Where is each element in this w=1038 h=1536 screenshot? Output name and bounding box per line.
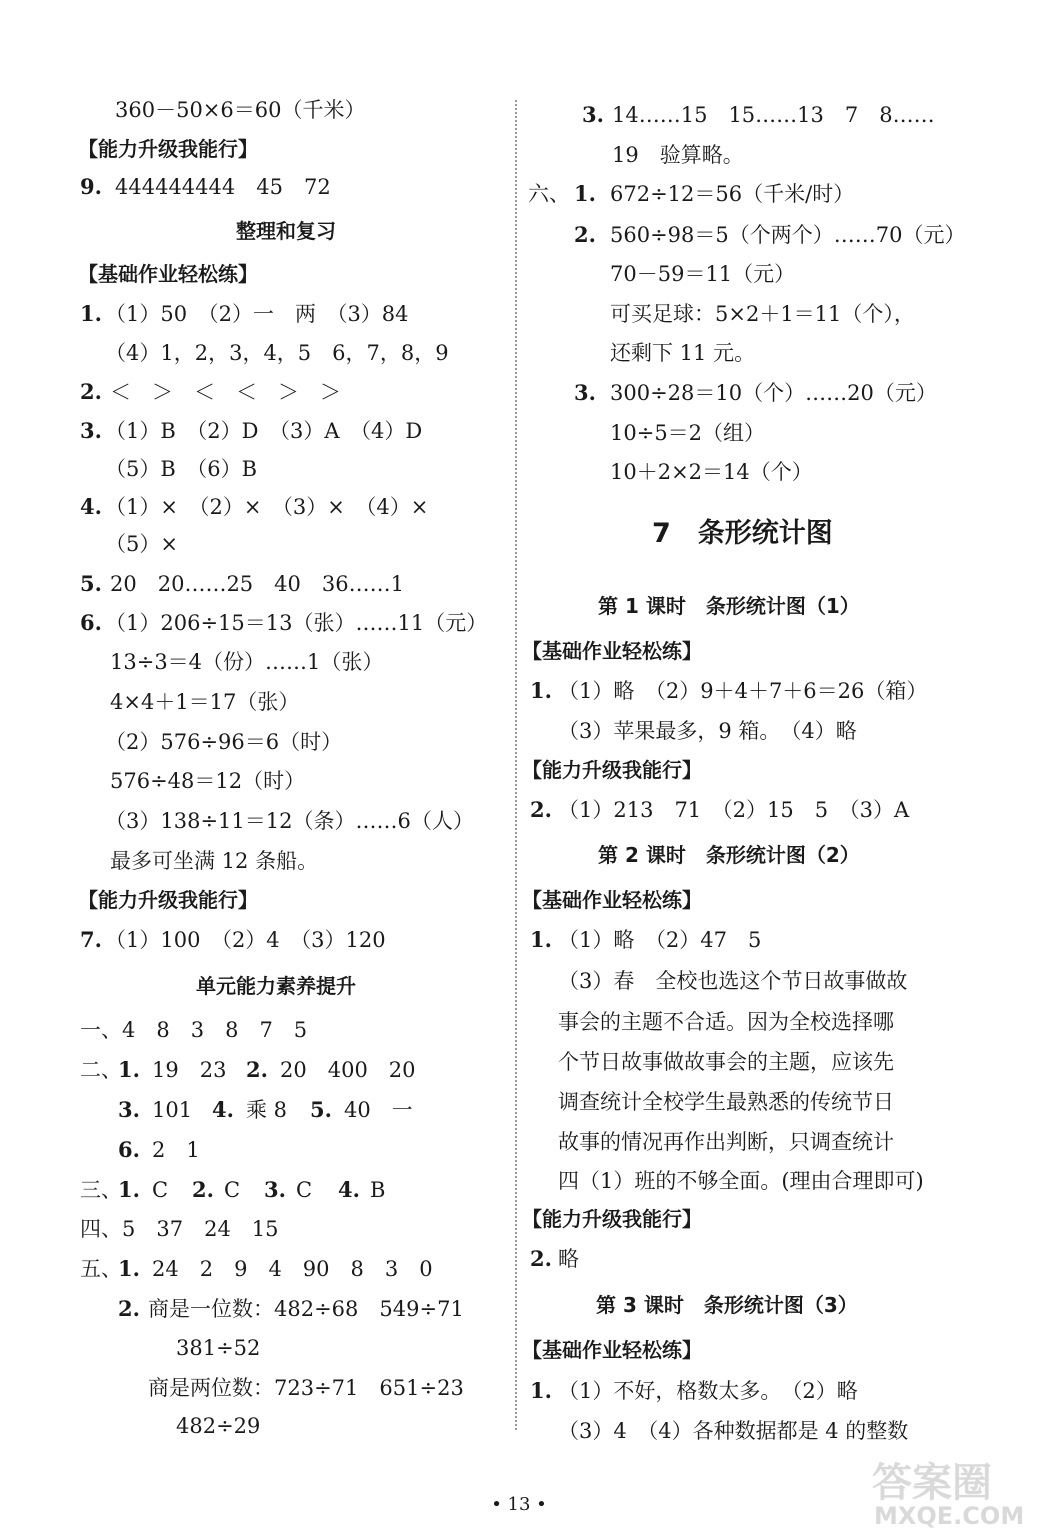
- text-line: （1）B （2）D （3）A （4）D: [105, 419, 423, 443]
- chapter-title: 7 条形统计图: [652, 518, 833, 549]
- section-heading: 【能力升级我能行】: [522, 758, 702, 782]
- text-line: （3）4 （4）各种数据都是 4 的整数: [558, 1419, 909, 1443]
- watermark-logo: [862, 1452, 1030, 1530]
- text-line: （1）206÷15＝13（张）……11（元）: [105, 611, 488, 635]
- text-line: 还剩下 11 元。: [610, 341, 756, 365]
- lesson-title: 第 3 课时 条形统计图（3）: [596, 1293, 858, 1317]
- text-line: （1）100 （2）4 （3）120: [105, 928, 386, 952]
- item-number: 3.: [80, 418, 102, 443]
- item-number: 2.: [80, 379, 102, 404]
- text-line: 24 2 9 4 90 8 3 0: [152, 1257, 433, 1281]
- text-line: 672÷12＝56（千米/时）: [610, 182, 855, 206]
- section-heading: 【能力升级我能行】: [522, 1207, 702, 1231]
- item-number: 1.: [118, 1057, 140, 1082]
- text-line: 可买足球：5×2＋1＝11（个），: [610, 302, 915, 326]
- text-line: 13÷3＝4（份）……1（张）: [110, 650, 384, 674]
- item-number: 1.: [530, 1378, 552, 1403]
- text-line: （5）×: [105, 532, 178, 556]
- text-line: 4×4＋1＝17（张）: [110, 690, 300, 714]
- text-line: 最多可坐满 12 条船。: [110, 849, 319, 873]
- text-line: 444444444 45 72: [115, 175, 331, 199]
- text-line: 个节日故事做故事会的主题，应该先: [558, 1050, 894, 1074]
- item-number: 6.: [80, 610, 102, 635]
- text-line: （3）138÷11＝12（条）……6（人）: [105, 809, 474, 833]
- text-line: （1）略 （2）47 5: [558, 928, 762, 952]
- item-number: 4.: [80, 494, 102, 519]
- section-heading: 【基础作业轻松练】: [522, 639, 702, 663]
- item-number: 1.: [80, 301, 102, 326]
- section-heading: 【基础作业轻松练】: [522, 888, 702, 912]
- text-line: 482÷29: [176, 1414, 261, 1438]
- text-line: 20 20……25 40 36……1: [110, 572, 404, 596]
- text-line: 略: [558, 1247, 579, 1271]
- item-number: 1.: [118, 1177, 140, 1202]
- item-number: 2.: [530, 797, 552, 822]
- item-number: 1.: [530, 927, 552, 952]
- text-line: 故事的情况再作出判断，只调查统计: [558, 1130, 894, 1154]
- text-line: 10＋2×2＝14（个）: [610, 460, 813, 484]
- item-number: 3.: [582, 102, 604, 127]
- item-number: 6.: [118, 1137, 140, 1162]
- item-number: 2.: [192, 1177, 214, 1202]
- item-number: 1.: [530, 678, 552, 703]
- item-number: 9.: [80, 174, 102, 199]
- text-line: B: [370, 1178, 386, 1202]
- watermark-line2: MXQE.COM: [874, 1502, 1025, 1530]
- text-line: 六、: [528, 182, 570, 206]
- text-line: （1）× （2）× （3）× （4）×: [105, 495, 429, 519]
- text-line: （1）不好，格数太多。 （2）略: [558, 1379, 858, 1403]
- text-line: 70－59＝11（元）: [610, 262, 796, 286]
- item-number: 2.: [246, 1057, 268, 1082]
- text-line: 40 一: [344, 1098, 413, 1122]
- text-line: C: [224, 1178, 262, 1202]
- column-divider: [515, 100, 517, 1430]
- text-line: 381÷52: [176, 1336, 261, 1360]
- text-line: 三、: [80, 1178, 122, 1202]
- item-number: 7.: [80, 927, 102, 952]
- watermark-line1: 答案圈: [872, 1460, 992, 1506]
- text-line: 360－50×6＝60（千米）: [115, 98, 366, 122]
- text-line: 调查统计全校学生最熟悉的传统节日: [558, 1090, 894, 1114]
- section-heading: 【基础作业轻松练】: [78, 262, 258, 286]
- item-number: 5.: [80, 571, 102, 596]
- item-number: 2.: [118, 1296, 140, 1321]
- item-number: 2.: [530, 1246, 552, 1271]
- text-line: （2）576÷96＝6（时）: [105, 730, 343, 754]
- subsection-title: 单元能力素养提升: [196, 974, 356, 998]
- text-line: 10÷5＝2（组）: [610, 421, 766, 445]
- text-line: 四（1）班的不够全面。(理由合理即可): [558, 1169, 924, 1193]
- text-line: 乘 8: [246, 1098, 309, 1122]
- text-line: 14……15 15……13 7 8……: [612, 103, 935, 127]
- item-number: 3.: [574, 380, 596, 405]
- text-line: 576÷48＝12（时）: [110, 769, 306, 793]
- section-heading: 【能力升级我能行】: [78, 888, 258, 912]
- item-number: 1.: [574, 181, 596, 206]
- item-number: 1.: [118, 1256, 140, 1281]
- section-heading: 【基础作业轻松练】: [522, 1338, 702, 1362]
- text-line: 商是一位数：482÷68 549÷71: [148, 1297, 464, 1321]
- subsection-title: 整理和复习: [236, 219, 336, 243]
- text-line: （3）苹果最多，9 箱。 （4）略: [558, 719, 857, 743]
- text-line: 300÷28＝10（个）……20（元）: [610, 381, 937, 405]
- section-heading: 【能力升级我能行】: [78, 137, 258, 161]
- item-number: 4.: [212, 1097, 234, 1122]
- text-line: 四、5 37 24 15: [80, 1217, 279, 1241]
- text-line: ＜ ＞ ＜ ＜ ＞ ＞: [110, 380, 341, 404]
- item-number: 4.: [338, 1177, 360, 1202]
- text-line: （5）B （6）B: [105, 457, 258, 481]
- text-line: 560÷98＝5（个两个）……70（元）: [610, 223, 966, 247]
- item-number: 2.: [574, 222, 596, 247]
- text-line: （1）50 （2）一 两 （3）84: [105, 302, 409, 326]
- text-line: （3）春 全校也选这个节日故事做故: [558, 969, 908, 993]
- text-line: C: [296, 1178, 334, 1202]
- text-line: 五、: [80, 1257, 122, 1281]
- text-line: 一、4 8 3 8 7 5: [80, 1018, 308, 1042]
- text-line: 20 400 20: [280, 1058, 416, 1082]
- text-line: （4）1，2，3，4，5 6，7，8，9: [105, 341, 449, 365]
- text-line: 事会的主题不合适。因为全校选择哪: [558, 1010, 894, 1034]
- text-line: C: [152, 1178, 190, 1202]
- text-line: 商是两位数：723÷71 651÷23: [148, 1376, 464, 1400]
- text-line: （1）略 （2）9＋4＋7＋6＝26（箱）: [558, 679, 928, 703]
- item-number: 5.: [310, 1097, 332, 1122]
- text-line: 19 23: [152, 1058, 248, 1082]
- text-line: （1）213 71 （2）15 5 （3）A: [558, 798, 910, 822]
- text-line: 2 1: [152, 1138, 200, 1162]
- page-number: • 13 •: [491, 1494, 547, 1515]
- text-line: 19 验算略。: [612, 143, 744, 167]
- item-number: 3.: [264, 1177, 286, 1202]
- lesson-title: 第 2 课时 条形统计图（2）: [598, 843, 860, 867]
- text-line: 二、: [80, 1058, 122, 1082]
- item-number: 3.: [118, 1097, 140, 1122]
- lesson-title: 第 1 课时 条形统计图（1）: [598, 594, 860, 618]
- text-line: 101: [152, 1098, 214, 1122]
